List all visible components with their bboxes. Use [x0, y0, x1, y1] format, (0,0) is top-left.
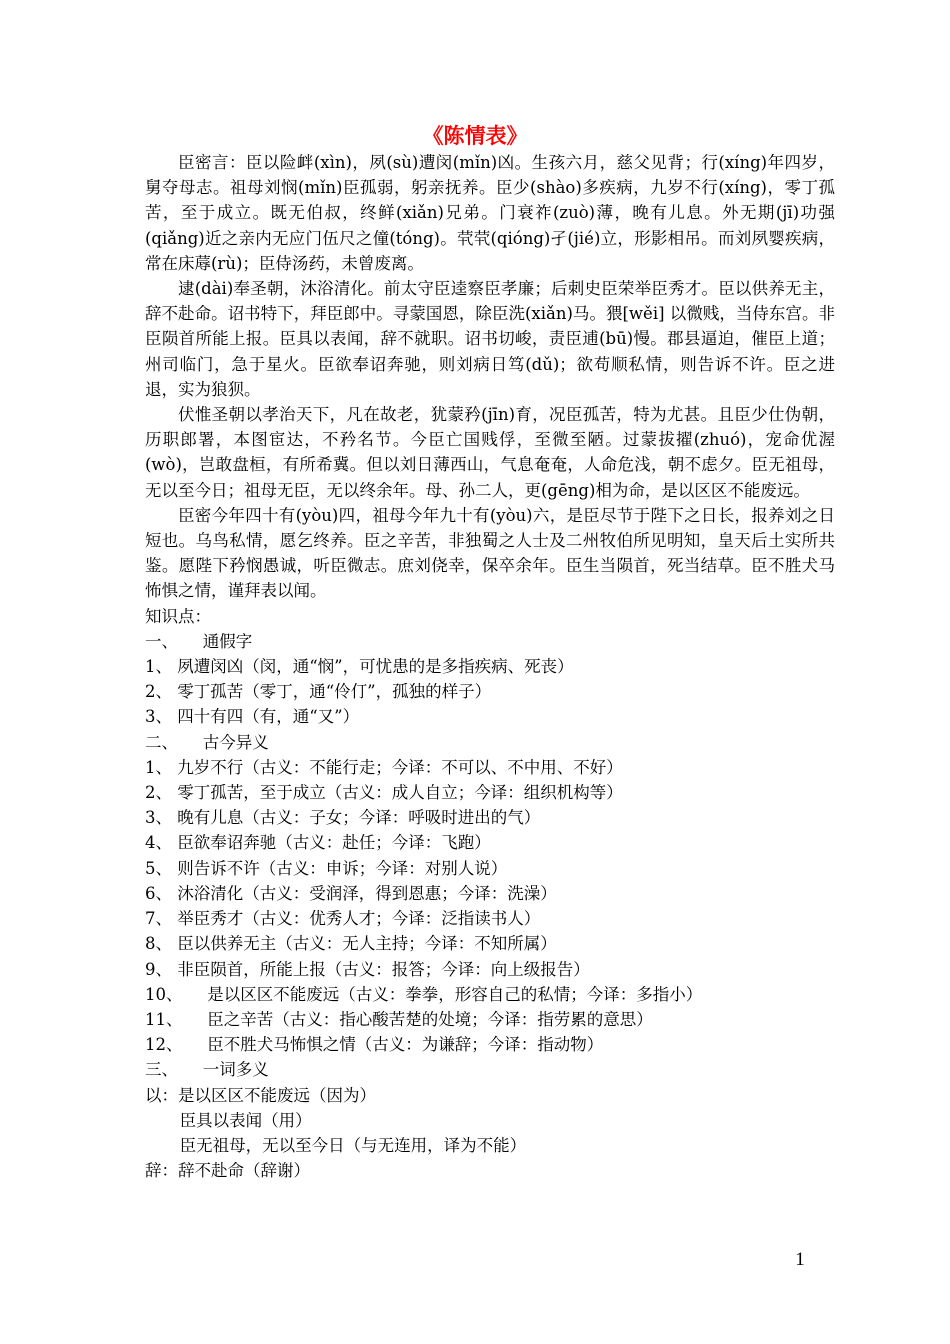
note-item: 11、 臣之辛苦（古义：指心酸苦楚的处境；今译：指劳累的意思）	[145, 1009, 653, 1029]
note-item: 2、 零丁孤苦（零丁，通“伶仃”，孤独的样子）	[145, 682, 492, 702]
note-item: 辞：辞不赴命（辞谢）	[145, 1161, 310, 1181]
paragraph-4: 臣密今年四十有(yòu)四，祖母今年九十有(yòu)六，是臣尽节于陛下之日长，报养刘之日短也。乌鸟私情，愿乞终养。臣之辛苦，非独蜀之人士及二州牧伯所见明知，皇天后土实所共鉴。愿陛下矜悯愚诚，听臣微志。庶刘侥幸，保卒余年。臣生当陨首，死当结草。臣不胜犬马怖惧之情，谨拜表以闻。	[145, 505, 835, 601]
document-body	[145, 150, 835, 1183]
note-item: 10、 是以区区不能废远（古义：拳拳，形容自己的私情；今译：多指小）	[145, 984, 703, 1004]
note-item: 1、 九岁不行（古义：不能行走；今译：不可以、不中用、不好）	[145, 757, 623, 777]
page-number: 1	[795, 1249, 805, 1270]
section-heading-yiciduoyi: 三、 一词多义	[145, 1060, 269, 1080]
note-item: 9、 非臣陨首，所能上报（古义：报答；今译：向上级报告）	[145, 959, 590, 979]
note-item: 8、 臣以供养无主（古义：无人主持；今译：不知所属）	[145, 934, 557, 954]
note-item: 臣无祖母，无以至今日（与无连用，译为不能）	[179, 1135, 527, 1155]
note-item: 2、 零丁孤苦，至于成立（古义：成人自立；今译：组织机构等）	[145, 783, 623, 803]
section-heading-gujinyiyi: 二、 古今异义	[145, 732, 269, 752]
note-item: 4、 臣欲奉诏奔驰（古义：赴任；今译：飞跑）	[145, 833, 491, 853]
note-item: 12、 臣不胜犬马怖惧之情（古义：为谦辞；今译：指动物）	[145, 1035, 604, 1055]
note-item: 6、 沐浴清化（古义：受润泽，得到恩惠；今译：洗澡）	[145, 883, 557, 903]
note-item: 3、 四十有四（有，通“又”）	[145, 707, 360, 727]
note-item: 3、 晚有儿息（古义：子女；今译：呼吸时进出的气）	[145, 808, 541, 828]
document-title: 《陈情表》	[422, 124, 528, 148]
paragraph-1: 臣密言：臣以险衅(xìn)，夙(sù)遭闵(mǐn)凶。生孩六月，慈父见背；行(xíng)年四岁，舅夺母志。祖母刘悯(mǐn)臣孤弱，躬亲抚养。臣少(shào)多疾病，九岁不行(xíng)，零丁孤苦，至于成立。既无伯叔，终鲜(xiǎn)兄弟。门衰祚(zuò)薄，晚有儿息。外无期(jī)功强(qiǎng)近之亲内无应门伍尺之僮(tóng)。茕茕(qióng)孑(jié)立，形影相吊。而刘夙婴疾病，常在床蓐(rù)；臣侍汤药，未曾废离。	[145, 153, 835, 273]
paragraph-3: 伏惟圣朝以孝治天下，凡在故老，犹蒙矜(jīn)育，况臣孤苦，特为尤甚。且臣少仕伪朝，历职郎署，本图宦达，不矜名节。今臣亡国贱俘，至微至陋。过蒙拔擢(zhuó)，宠命优渥(wò)，岂敢盘桓，有所希冀。但以刘日薄西山，气息奄奄，人命危浅，朝不虑夕。臣无祖母，无以至今日；祖母无臣，无以终余年。母、孙二人，更(gēng)相为命，是以区区不能废远。	[145, 405, 835, 500]
note-item: 1、 夙遭闵凶（闵，通“悯”，可忧患的是多指疾病、死丧）	[145, 657, 574, 677]
knowledge-points	[145, 604, 835, 1184]
note-item: 5、 则告诉不许（古义：申诉；今译：对别人说）	[145, 858, 508, 878]
note-item: 7、 举臣秀才（古义：优秀人才；今译：泛指读书人）	[145, 909, 541, 929]
notes-heading: 知识点：	[145, 606, 211, 626]
note-item: 臣具以表闻（用）	[179, 1110, 312, 1130]
note-item: 以：是以区区不能废远（因为）	[145, 1085, 376, 1105]
paragraph-2: 逮(dài)奉圣朝，沐浴清化。前太守臣逵察臣孝廉；后刺史臣荣举臣秀才。臣以供养无主，辞不赴命。诏书特下，拜臣郎中。寻蒙国恩，除臣洗(xiǎn)马。猥[wěi] 以微贱，当侍东宫。非臣陨首所能上报。臣具以表闻，辞不就职。诏书切峻，责臣逋(bū)慢。郡县逼迫，催臣上道；州司临门，急于星火。臣欲奉诏奔驰，则刘病日笃(dǔ)；欲苟顺私情，则告诉不许。臣之进退，实为狼狈。	[145, 279, 835, 399]
section-heading-tongjiazi: 一、 通假字	[145, 631, 253, 651]
